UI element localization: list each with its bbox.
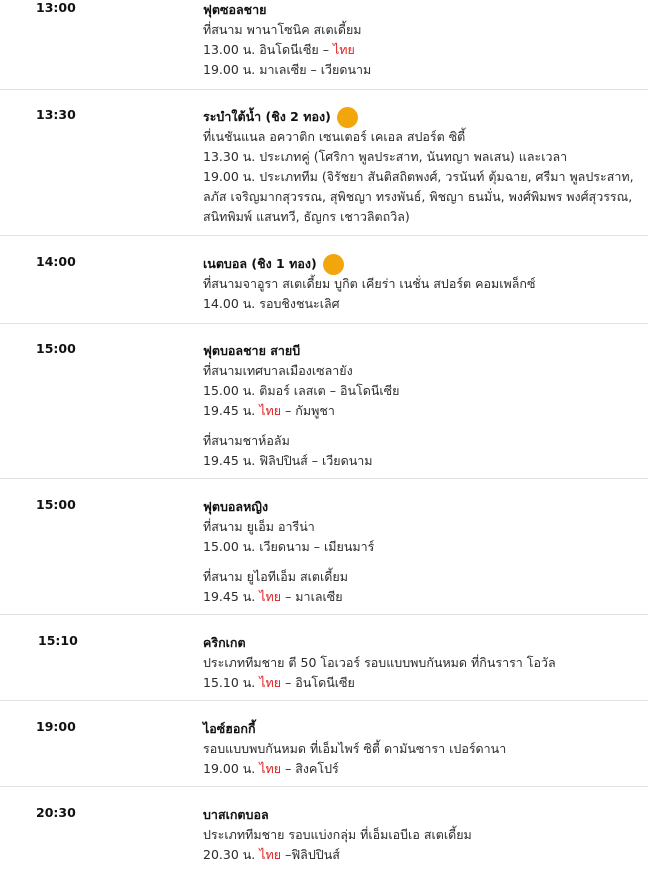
event-venue: ที่สนาม พานาโซนิค สเตเดี้ยม bbox=[203, 22, 362, 37]
event-venue: ที่สนามเทศบาลเมืองเซลายัง bbox=[203, 363, 353, 378]
event-title: เนตบอล (ชิง 1 ทอง) bbox=[203, 256, 317, 271]
gold-medal-icon bbox=[337, 107, 358, 128]
event-match: 20.30 น. ไทย –ฟิลิปปินส์ bbox=[203, 847, 340, 862]
event-venue: ประเภททีมชาย รอบแบ่งกลุ่ม ที่เอ็มเอบีเอ สเตเดี้ยม bbox=[203, 827, 472, 842]
event-venue: ที่สนาม ยูเอ็ม อารีน่า bbox=[203, 519, 315, 534]
divider bbox=[0, 478, 648, 479]
event-time: 13:30 bbox=[36, 107, 76, 122]
event-line: 13.30 น. ประเภทคู่ (โศริกา พูลประสาท, นันทญา พลเสน) และเวลา bbox=[203, 149, 568, 164]
event-venue: ที่เนชันแนล อควาติก เซนเตอร์ เคเอล สปอร์ต ซิตี้ bbox=[203, 129, 466, 144]
event-time: 20:30 bbox=[36, 805, 76, 820]
divider bbox=[0, 323, 648, 324]
event-time: 15:10 bbox=[38, 633, 78, 648]
event-title-row bbox=[203, 107, 643, 127]
event-match: 19.00 น. มาเลเซีย – เวียดนาม bbox=[203, 62, 372, 77]
event-title: ฟุตบอลชาย สายบี bbox=[203, 343, 301, 358]
event-line: 14.00 น. รอบชิงชนะเลิศ bbox=[203, 296, 340, 311]
event-match: 15.10 น. ไทย – อินโดนีเซีย bbox=[203, 675, 355, 690]
event-title: ระบำใต้น้ำ (ชิง 2 ทอง) bbox=[203, 109, 331, 124]
event-title: ไอซ์ฮอกกี้ bbox=[203, 721, 256, 736]
event-time: 15:00 bbox=[36, 497, 76, 512]
event-venue: ที่สนาม ยูไอทีเอ็ม สเตเดี้ยม bbox=[203, 569, 348, 584]
divider bbox=[0, 89, 648, 90]
event-venue: ที่สนามจาอูรา สเตเดี้ยม บูกิต เคียร่า เนชั่น สปอร์ต คอมเพล็กซ์ bbox=[203, 276, 536, 291]
event-venue: ที่สนามชาห์อลัม bbox=[203, 433, 290, 448]
event-match: 19.45 น. ไทย – มาเลเซีย bbox=[203, 589, 343, 604]
event-title-row bbox=[203, 254, 643, 274]
event-time: 14:00 bbox=[36, 254, 76, 269]
divider bbox=[0, 786, 648, 787]
event-time: 13:00 bbox=[36, 0, 76, 15]
event-title: ฟุตซอลชาย bbox=[203, 2, 267, 17]
divider bbox=[0, 614, 648, 615]
event-time: 15:00 bbox=[36, 341, 76, 356]
gold-medal-icon bbox=[323, 254, 344, 275]
divider bbox=[0, 235, 648, 236]
event-match: 19.00 น. ไทย – สิงคโปร์ bbox=[203, 761, 339, 776]
event-title: คริกเกต bbox=[203, 635, 246, 650]
event-match: 13.00 น. อินโดนีเซีย – ไทย bbox=[203, 42, 355, 57]
divider bbox=[0, 700, 648, 701]
event-venue: ประเภททีมชาย ตี 50 โอเวอร์ รอบแบบพบกันหมด ที่กินรารา โอวัล bbox=[203, 655, 556, 670]
event-title: บาสเกตบอล bbox=[203, 807, 269, 822]
event-venue: รอบแบบพบกันหมด ที่เอ็มไพร์ ซิตี้ ดามันซารา เปอร์ดานา bbox=[203, 741, 507, 756]
event-match: 15.00 น. ติมอร์ เลสเต – อินโดนีเซีย bbox=[203, 383, 400, 398]
event-line: 19.00 น. ประเภททีม (จิรัชยา สันติสถิตพงศ์, วรนันท์ ตุ้มฉาย, ศรีมา พูลประสาท, ลภัส เจริญมากสุวรรณ, สุพิชญา ทรงพันธ์, พิชญา ธนมั่น, พงศ์พิมพร พงศ์สุวรรณ, สนิทพิมพ์ แสนทวี, ธัญกร เชาวลิตถวิล) bbox=[203, 169, 634, 224]
event-time: 19:00 bbox=[36, 719, 76, 734]
event-match: 19.45 น. ฟิลิปปินส์ – เวียดนาม bbox=[203, 453, 373, 468]
event-match: 15.00 น. เวียดนาม – เมียนมาร์ bbox=[203, 539, 375, 554]
event-match: 19.45 น. ไทย – กัมพูชา bbox=[203, 403, 335, 418]
event-title: ฟุตบอลหญิง bbox=[203, 499, 269, 514]
